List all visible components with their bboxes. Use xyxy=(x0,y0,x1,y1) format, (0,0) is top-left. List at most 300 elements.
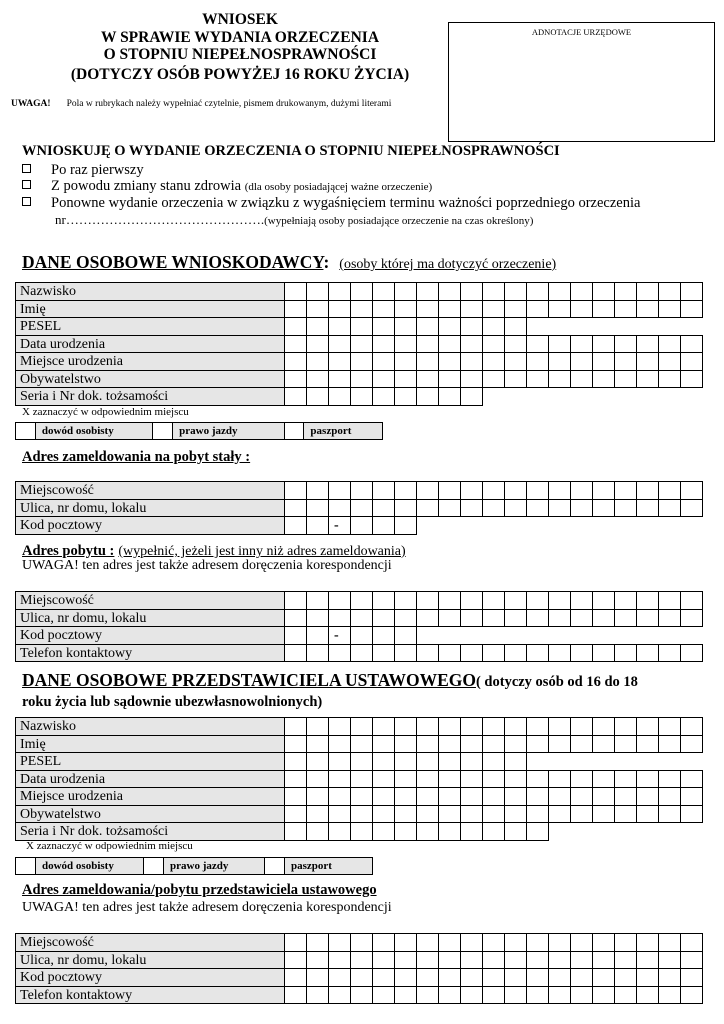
perm-street-box[interactable] xyxy=(658,499,681,518)
rep-first-name-box[interactable] xyxy=(482,735,505,754)
applicant-doc-passport-checkbox[interactable] xyxy=(285,423,305,439)
stay-street-box[interactable] xyxy=(504,609,527,628)
rep-citizenship-box[interactable] xyxy=(570,805,593,824)
stay-phone-box[interactable] xyxy=(482,644,505,663)
perm-street-box[interactable] xyxy=(438,499,461,518)
rep-id-number-box[interactable] xyxy=(372,822,395,841)
applicant-surname-box[interactable] xyxy=(504,282,527,301)
applicant-citizenship-box[interactable] xyxy=(284,370,307,389)
repaddr-city-box[interactable] xyxy=(636,933,659,952)
repaddr-street-box[interactable] xyxy=(592,951,615,970)
perm-city-box[interactable] xyxy=(526,481,549,500)
stay-street-box[interactable] xyxy=(394,609,417,628)
repaddr-postal-box[interactable] xyxy=(328,968,351,987)
applicant-citizenship-box[interactable] xyxy=(460,370,483,389)
applicant-doc-license-checkbox[interactable] xyxy=(153,423,173,439)
repaddr-city-box[interactable] xyxy=(306,933,329,952)
repaddr-street-box[interactable] xyxy=(460,951,483,970)
applicant-birth-date-box[interactable] xyxy=(658,335,681,354)
applicant-birth-date-box[interactable] xyxy=(460,335,483,354)
repaddr-city-box[interactable] xyxy=(284,933,307,952)
rep-surname-box[interactable] xyxy=(306,717,329,736)
rep-surname-box[interactable] xyxy=(438,717,461,736)
perm-postal-box[interactable] xyxy=(328,516,351,535)
stay-street-box[interactable] xyxy=(372,609,395,628)
repaddr-phone-box[interactable] xyxy=(504,986,527,1005)
repaddr-street-box[interactable] xyxy=(482,951,505,970)
applicant-birth-date-box[interactable] xyxy=(438,335,461,354)
perm-city-box[interactable] xyxy=(416,481,439,500)
repaddr-postal-box[interactable] xyxy=(416,968,439,987)
stay-phone-box[interactable] xyxy=(658,644,681,663)
rep-surname-box[interactable] xyxy=(658,717,681,736)
stay-postal-box[interactable] xyxy=(284,626,307,645)
applicant-birth-date-box[interactable] xyxy=(680,335,703,354)
applicant-birth-date-box[interactable] xyxy=(548,335,571,354)
applicant-citizenship-box[interactable] xyxy=(350,370,373,389)
perm-street-box[interactable] xyxy=(504,499,527,518)
rep-birth-date-box[interactable] xyxy=(460,770,483,789)
stay-city-box[interactable] xyxy=(284,591,307,610)
rep-citizenship-box[interactable] xyxy=(350,805,373,824)
perm-city-box[interactable] xyxy=(460,481,483,500)
rep-first-name-box[interactable] xyxy=(570,735,593,754)
applicant-citizenship-box[interactable] xyxy=(592,370,615,389)
applicant-citizenship-box[interactable] xyxy=(636,370,659,389)
repaddr-street-box[interactable] xyxy=(658,951,681,970)
rep-birth-place-box[interactable] xyxy=(482,787,505,806)
perm-street-box[interactable] xyxy=(592,499,615,518)
stay-phone-box[interactable] xyxy=(592,644,615,663)
rep-pesel-box[interactable] xyxy=(372,752,395,771)
applicant-id-number-box[interactable] xyxy=(438,387,461,406)
rep-birth-date-box[interactable] xyxy=(614,770,637,789)
reissue-number-field[interactable]: nr………………………………………. xyxy=(55,212,265,227)
stay-postal-box[interactable] xyxy=(394,626,417,645)
stay-phone-box[interactable] xyxy=(284,644,307,663)
rep-pesel-box[interactable] xyxy=(504,752,527,771)
stay-city-box[interactable] xyxy=(570,591,593,610)
repaddr-postal-box[interactable] xyxy=(350,968,373,987)
rep-surname-box[interactable] xyxy=(328,717,351,736)
rep-birth-place-box[interactable] xyxy=(526,787,549,806)
applicant-birth-place-box[interactable] xyxy=(614,352,637,371)
repaddr-street-box[interactable] xyxy=(394,951,417,970)
perm-city-box[interactable] xyxy=(570,481,593,500)
applicant-first-name-box[interactable] xyxy=(460,300,483,319)
applicant-surname-box[interactable] xyxy=(350,282,373,301)
rep-surname-box[interactable] xyxy=(636,717,659,736)
rep-pesel-box[interactable] xyxy=(394,752,417,771)
rep-birth-date-box[interactable] xyxy=(680,770,703,789)
repaddr-city-box[interactable] xyxy=(614,933,637,952)
rep-first-name-box[interactable] xyxy=(636,735,659,754)
repaddr-street-box[interactable] xyxy=(306,951,329,970)
stay-street-box[interactable] xyxy=(526,609,549,628)
stay-street-box[interactable] xyxy=(548,609,571,628)
repaddr-phone-box[interactable] xyxy=(306,986,329,1005)
repaddr-postal-box[interactable] xyxy=(394,968,417,987)
applicant-birth-date-box[interactable] xyxy=(350,335,373,354)
repaddr-phone-box[interactable] xyxy=(548,986,571,1005)
applicant-birth-place-box[interactable] xyxy=(350,352,373,371)
applicant-citizenship-box[interactable] xyxy=(482,370,505,389)
applicant-pesel-box[interactable] xyxy=(504,317,527,336)
repaddr-street-box[interactable] xyxy=(350,951,373,970)
applicant-birth-date-box[interactable] xyxy=(636,335,659,354)
stay-phone-box[interactable] xyxy=(504,644,527,663)
applicant-surname-box[interactable] xyxy=(614,282,637,301)
rep-birth-date-box[interactable] xyxy=(482,770,505,789)
perm-postal-box[interactable] xyxy=(284,516,307,535)
rep-citizenship-box[interactable] xyxy=(526,805,549,824)
applicant-surname-box[interactable] xyxy=(570,282,593,301)
perm-city-box[interactable] xyxy=(592,481,615,500)
perm-street-box[interactable] xyxy=(306,499,329,518)
applicant-id-number-box[interactable] xyxy=(372,387,395,406)
repaddr-city-box[interactable] xyxy=(570,933,593,952)
applicant-id-number-box[interactable] xyxy=(350,387,373,406)
applicant-citizenship-box[interactable] xyxy=(680,370,703,389)
applicant-pesel-box[interactable] xyxy=(284,317,307,336)
repaddr-phone-box[interactable] xyxy=(372,986,395,1005)
perm-street-box[interactable] xyxy=(680,499,703,518)
applicant-citizenship-box[interactable] xyxy=(372,370,395,389)
rep-first-name-box[interactable] xyxy=(680,735,703,754)
repaddr-street-box[interactable] xyxy=(636,951,659,970)
rep-first-name-box[interactable] xyxy=(284,735,307,754)
repaddr-city-box[interactable] xyxy=(328,933,351,952)
stay-city-box[interactable] xyxy=(526,591,549,610)
perm-postal-box[interactable] xyxy=(350,516,373,535)
applicant-surname-box[interactable] xyxy=(306,282,329,301)
perm-city-box[interactable] xyxy=(350,481,373,500)
rep-birth-place-box[interactable] xyxy=(394,787,417,806)
applicant-surname-box[interactable] xyxy=(328,282,351,301)
repaddr-phone-box[interactable] xyxy=(438,986,461,1005)
rep-birth-date-box[interactable] xyxy=(328,770,351,789)
option-first-time-checkbox[interactable] xyxy=(22,164,31,173)
applicant-citizenship-box[interactable] xyxy=(658,370,681,389)
applicant-surname-box[interactable] xyxy=(284,282,307,301)
rep-pesel-box[interactable] xyxy=(438,752,461,771)
stay-street-box[interactable] xyxy=(306,609,329,628)
applicant-first-name-box[interactable] xyxy=(592,300,615,319)
rep-birth-date-box[interactable] xyxy=(548,770,571,789)
applicant-surname-box[interactable] xyxy=(592,282,615,301)
rep-surname-box[interactable] xyxy=(350,717,373,736)
applicant-surname-box[interactable] xyxy=(548,282,571,301)
stay-phone-box[interactable] xyxy=(328,644,351,663)
rep-first-name-box[interactable] xyxy=(372,735,395,754)
repaddr-city-box[interactable] xyxy=(680,933,703,952)
applicant-citizenship-box[interactable] xyxy=(416,370,439,389)
rep-id-number-box[interactable] xyxy=(482,822,505,841)
applicant-citizenship-box[interactable] xyxy=(570,370,593,389)
perm-street-box[interactable] xyxy=(350,499,373,518)
repaddr-postal-box[interactable] xyxy=(284,968,307,987)
stay-street-box[interactable] xyxy=(416,609,439,628)
stay-city-box[interactable] xyxy=(548,591,571,610)
repaddr-postal-box[interactable] xyxy=(614,968,637,987)
rep-pesel-box[interactable] xyxy=(284,752,307,771)
stay-street-box[interactable] xyxy=(592,609,615,628)
rep-surname-box[interactable] xyxy=(460,717,483,736)
stay-city-box[interactable] xyxy=(614,591,637,610)
stay-city-box[interactable] xyxy=(328,591,351,610)
repaddr-street-box[interactable] xyxy=(284,951,307,970)
applicant-pesel-box[interactable] xyxy=(438,317,461,336)
stay-street-box[interactable] xyxy=(658,609,681,628)
applicant-first-name-box[interactable] xyxy=(680,300,703,319)
rep-birth-place-box[interactable] xyxy=(460,787,483,806)
applicant-birth-place-box[interactable] xyxy=(306,352,329,371)
rep-first-name-box[interactable] xyxy=(328,735,351,754)
rep-birth-place-box[interactable] xyxy=(416,787,439,806)
repaddr-street-box[interactable] xyxy=(328,951,351,970)
rep-birth-place-box[interactable] xyxy=(592,787,615,806)
applicant-birth-place-box[interactable] xyxy=(284,352,307,371)
rep-pesel-box[interactable] xyxy=(416,752,439,771)
repaddr-phone-box[interactable] xyxy=(328,986,351,1005)
rep-surname-box[interactable] xyxy=(526,717,549,736)
rep-birth-date-box[interactable] xyxy=(306,770,329,789)
representative-doc-passport-checkbox[interactable] xyxy=(265,858,285,874)
applicant-birth-place-box[interactable] xyxy=(592,352,615,371)
repaddr-phone-box[interactable] xyxy=(416,986,439,1005)
official-annotations-box[interactable] xyxy=(448,22,715,142)
perm-city-box[interactable] xyxy=(482,481,505,500)
rep-citizenship-box[interactable] xyxy=(548,805,571,824)
repaddr-postal-box[interactable] xyxy=(526,968,549,987)
perm-city-box[interactable] xyxy=(504,481,527,500)
applicant-citizenship-box[interactable] xyxy=(438,370,461,389)
stay-city-box[interactable] xyxy=(482,591,505,610)
repaddr-city-box[interactable] xyxy=(658,933,681,952)
perm-postal-box[interactable] xyxy=(394,516,417,535)
rep-birth-date-box[interactable] xyxy=(416,770,439,789)
applicant-birth-place-box[interactable] xyxy=(526,352,549,371)
rep-first-name-box[interactable] xyxy=(350,735,373,754)
rep-surname-box[interactable] xyxy=(548,717,571,736)
applicant-first-name-box[interactable] xyxy=(372,300,395,319)
rep-pesel-box[interactable] xyxy=(460,752,483,771)
perm-street-box[interactable] xyxy=(284,499,307,518)
applicant-pesel-box[interactable] xyxy=(394,317,417,336)
applicant-first-name-box[interactable] xyxy=(548,300,571,319)
stay-phone-box[interactable] xyxy=(372,644,395,663)
rep-id-number-box[interactable] xyxy=(460,822,483,841)
rep-birth-date-box[interactable] xyxy=(636,770,659,789)
applicant-birth-place-box[interactable] xyxy=(460,352,483,371)
applicant-id-number-box[interactable] xyxy=(284,387,307,406)
rep-id-number-box[interactable] xyxy=(438,822,461,841)
perm-city-box[interactable] xyxy=(394,481,417,500)
stay-phone-box[interactable] xyxy=(306,644,329,663)
applicant-birth-date-box[interactable] xyxy=(482,335,505,354)
rep-first-name-box[interactable] xyxy=(592,735,615,754)
applicant-birth-place-box[interactable] xyxy=(482,352,505,371)
repaddr-city-box[interactable] xyxy=(416,933,439,952)
rep-citizenship-box[interactable] xyxy=(680,805,703,824)
perm-street-box[interactable] xyxy=(636,499,659,518)
rep-citizenship-box[interactable] xyxy=(460,805,483,824)
rep-birth-place-box[interactable] xyxy=(306,787,329,806)
rep-pesel-box[interactable] xyxy=(306,752,329,771)
applicant-first-name-box[interactable] xyxy=(306,300,329,319)
applicant-first-name-box[interactable] xyxy=(394,300,417,319)
rep-pesel-box[interactable] xyxy=(482,752,505,771)
repaddr-city-box[interactable] xyxy=(592,933,615,952)
perm-street-box[interactable] xyxy=(372,499,395,518)
applicant-birth-place-box[interactable] xyxy=(504,352,527,371)
repaddr-phone-box[interactable] xyxy=(350,986,373,1005)
rep-birth-place-box[interactable] xyxy=(284,787,307,806)
applicant-birth-date-box[interactable] xyxy=(504,335,527,354)
repaddr-street-box[interactable] xyxy=(614,951,637,970)
applicant-birth-date-box[interactable] xyxy=(592,335,615,354)
rep-birth-date-box[interactable] xyxy=(284,770,307,789)
perm-postal-box[interactable] xyxy=(306,516,329,535)
applicant-birth-date-box[interactable] xyxy=(328,335,351,354)
repaddr-postal-box[interactable] xyxy=(658,968,681,987)
rep-surname-box[interactable] xyxy=(504,717,527,736)
rep-surname-box[interactable] xyxy=(592,717,615,736)
applicant-surname-box[interactable] xyxy=(658,282,681,301)
perm-city-box[interactable] xyxy=(658,481,681,500)
rep-birth-date-box[interactable] xyxy=(394,770,417,789)
rep-birth-place-box[interactable] xyxy=(658,787,681,806)
perm-city-box[interactable] xyxy=(680,481,703,500)
stay-phone-box[interactable] xyxy=(680,644,703,663)
perm-city-box[interactable] xyxy=(328,481,351,500)
option-reissue-checkbox[interactable] xyxy=(22,197,31,206)
rep-birth-date-box[interactable] xyxy=(372,770,395,789)
rep-citizenship-box[interactable] xyxy=(482,805,505,824)
applicant-pesel-box[interactable] xyxy=(350,317,373,336)
representative-doc-id-checkbox[interactable] xyxy=(16,858,36,874)
rep-birth-place-box[interactable] xyxy=(570,787,593,806)
rep-id-number-box[interactable] xyxy=(526,822,549,841)
repaddr-phone-box[interactable] xyxy=(592,986,615,1005)
applicant-id-number-box[interactable] xyxy=(306,387,329,406)
applicant-id-number-box[interactable] xyxy=(460,387,483,406)
repaddr-phone-box[interactable] xyxy=(680,986,703,1005)
option-health-change[interactable] xyxy=(22,178,432,195)
rep-birth-place-box[interactable] xyxy=(636,787,659,806)
applicant-pesel-box[interactable] xyxy=(416,317,439,336)
applicant-birth-date-box[interactable] xyxy=(394,335,417,354)
rep-surname-box[interactable] xyxy=(614,717,637,736)
applicant-surname-box[interactable] xyxy=(394,282,417,301)
applicant-pesel-box[interactable] xyxy=(306,317,329,336)
applicant-surname-box[interactable] xyxy=(460,282,483,301)
applicant-birth-place-box[interactable] xyxy=(658,352,681,371)
stay-postal-box[interactable] xyxy=(350,626,373,645)
applicant-surname-box[interactable] xyxy=(636,282,659,301)
perm-city-box[interactable] xyxy=(438,481,461,500)
applicant-id-number-box[interactable] xyxy=(416,387,439,406)
repaddr-street-box[interactable] xyxy=(438,951,461,970)
rep-first-name-box[interactable] xyxy=(438,735,461,754)
option-first-time[interactable] xyxy=(22,162,144,179)
applicant-birth-place-box[interactable] xyxy=(394,352,417,371)
rep-birth-place-box[interactable] xyxy=(328,787,351,806)
repaddr-postal-box[interactable] xyxy=(570,968,593,987)
perm-city-box[interactable] xyxy=(636,481,659,500)
applicant-birth-date-box[interactable] xyxy=(570,335,593,354)
rep-id-number-box[interactable] xyxy=(350,822,373,841)
applicant-birth-date-box[interactable] xyxy=(526,335,549,354)
rep-citizenship-box[interactable] xyxy=(504,805,527,824)
stay-street-box[interactable] xyxy=(680,609,703,628)
repaddr-phone-box[interactable] xyxy=(614,986,637,1005)
rep-surname-box[interactable] xyxy=(680,717,703,736)
rep-birth-place-box[interactable] xyxy=(548,787,571,806)
rep-birth-date-box[interactable] xyxy=(658,770,681,789)
rep-citizenship-box[interactable] xyxy=(592,805,615,824)
rep-citizenship-box[interactable] xyxy=(614,805,637,824)
applicant-first-name-box[interactable] xyxy=(614,300,637,319)
repaddr-postal-box[interactable] xyxy=(504,968,527,987)
stay-city-box[interactable] xyxy=(350,591,373,610)
applicant-citizenship-box[interactable] xyxy=(614,370,637,389)
stay-phone-box[interactable] xyxy=(416,644,439,663)
rep-first-name-box[interactable] xyxy=(460,735,483,754)
stay-city-box[interactable] xyxy=(592,591,615,610)
rep-first-name-box[interactable] xyxy=(394,735,417,754)
applicant-first-name-box[interactable] xyxy=(636,300,659,319)
perm-street-box[interactable] xyxy=(570,499,593,518)
rep-id-number-box[interactable] xyxy=(306,822,329,841)
applicant-citizenship-box[interactable] xyxy=(306,370,329,389)
repaddr-city-box[interactable] xyxy=(350,933,373,952)
repaddr-phone-box[interactable] xyxy=(394,986,417,1005)
applicant-surname-box[interactable] xyxy=(416,282,439,301)
repaddr-city-box[interactable] xyxy=(460,933,483,952)
repaddr-postal-box[interactable] xyxy=(592,968,615,987)
rep-birth-date-box[interactable] xyxy=(504,770,527,789)
stay-city-box[interactable] xyxy=(636,591,659,610)
stay-city-box[interactable] xyxy=(372,591,395,610)
perm-street-box[interactable] xyxy=(548,499,571,518)
applicant-surname-box[interactable] xyxy=(482,282,505,301)
rep-citizenship-box[interactable] xyxy=(658,805,681,824)
rep-id-number-box[interactable] xyxy=(328,822,351,841)
applicant-first-name-box[interactable] xyxy=(438,300,461,319)
stay-city-box[interactable] xyxy=(438,591,461,610)
applicant-id-number-box[interactable] xyxy=(394,387,417,406)
stay-street-box[interactable] xyxy=(284,609,307,628)
applicant-first-name-box[interactable] xyxy=(526,300,549,319)
repaddr-street-box[interactable] xyxy=(570,951,593,970)
stay-city-box[interactable] xyxy=(306,591,329,610)
repaddr-postal-box[interactable] xyxy=(680,968,703,987)
repaddr-postal-box[interactable] xyxy=(482,968,505,987)
rep-surname-box[interactable] xyxy=(570,717,593,736)
applicant-doc-id-checkbox[interactable] xyxy=(16,423,36,439)
rep-surname-box[interactable] xyxy=(482,717,505,736)
applicant-surname-box[interactable] xyxy=(438,282,461,301)
stay-street-box[interactable] xyxy=(438,609,461,628)
applicant-pesel-box[interactable] xyxy=(460,317,483,336)
stay-street-box[interactable] xyxy=(570,609,593,628)
perm-city-box[interactable] xyxy=(284,481,307,500)
stay-city-box[interactable] xyxy=(680,591,703,610)
rep-id-number-box[interactable] xyxy=(394,822,417,841)
repaddr-street-box[interactable] xyxy=(548,951,571,970)
repaddr-postal-box[interactable] xyxy=(438,968,461,987)
